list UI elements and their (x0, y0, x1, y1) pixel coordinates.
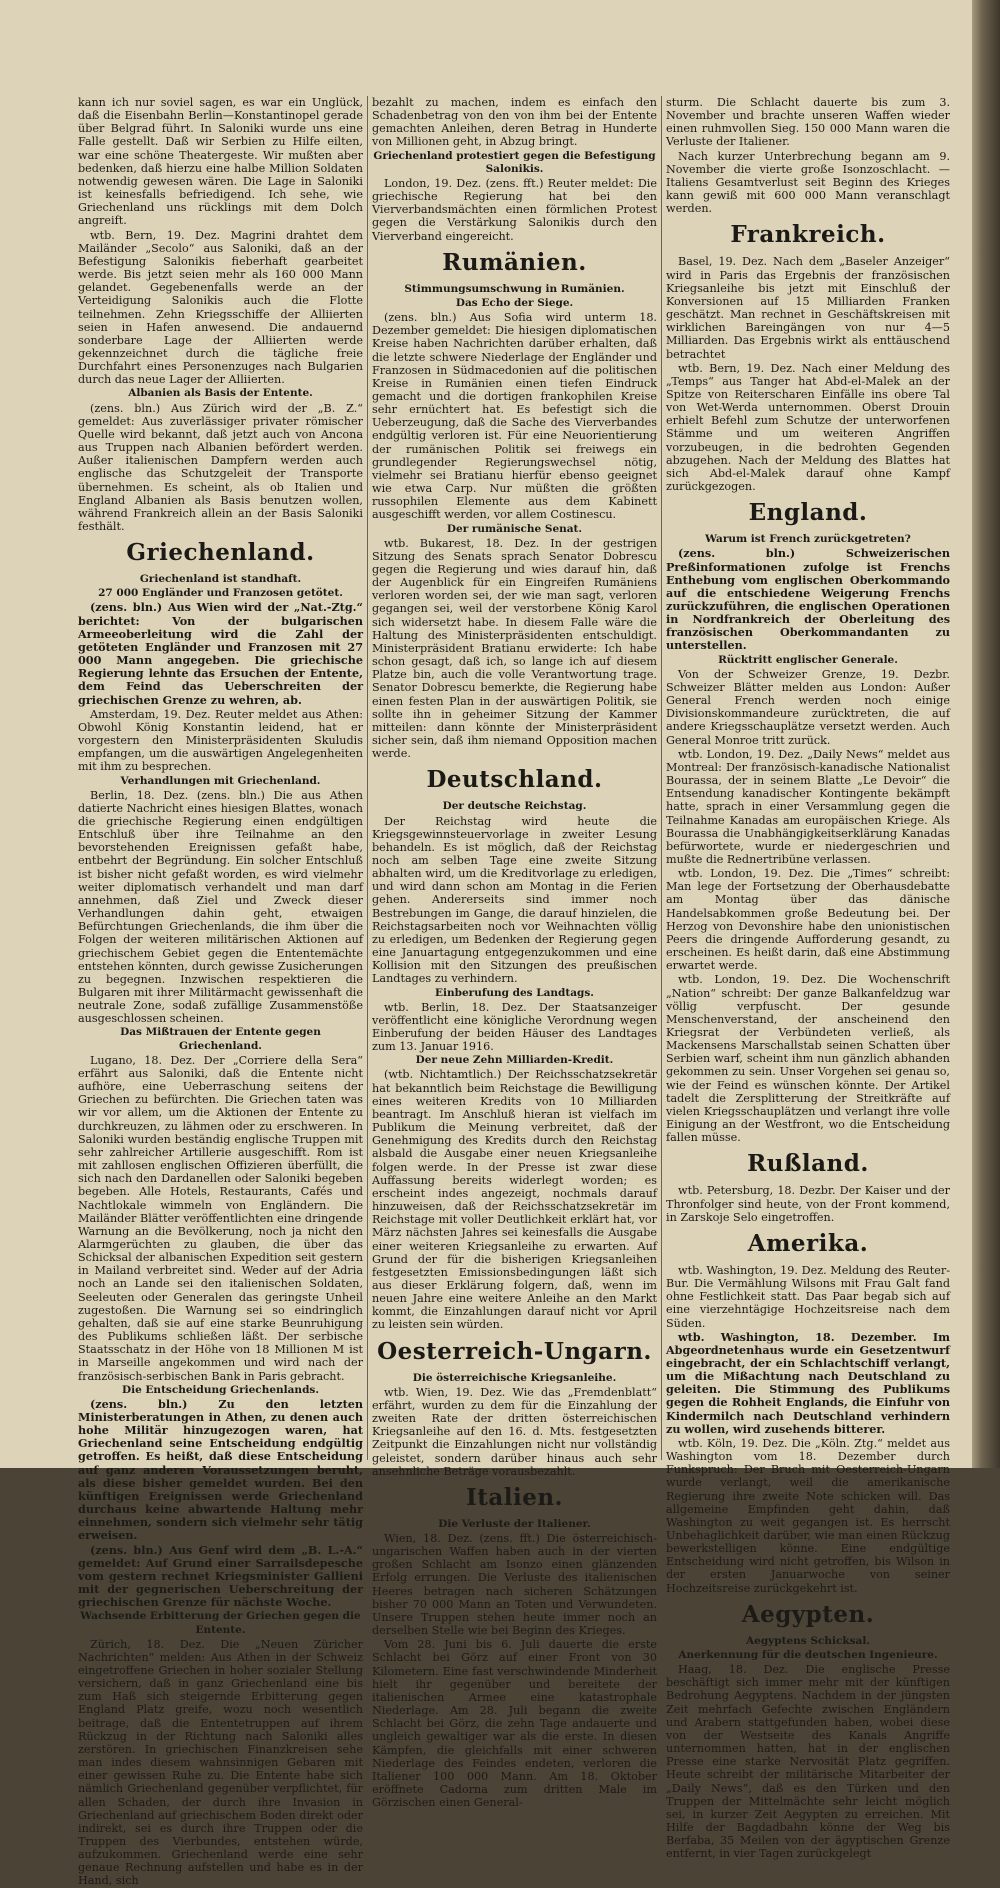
article-subheading: Anerkennung für die deutschen Ingenieure. (678, 1648, 938, 1661)
article-paragraph: Amsterdam, 19. Dez. Reuter meldet aus Athen: Obwohl König Konstantin leidend, hat er vorgestern den Ministerpräsidenten Skuludis empfangen, um die auswärtigen Angelegenheiten mit ihm zu besprechen. (78, 707, 363, 774)
column-rule (367, 96, 368, 1460)
article-paragraph: wtb. Bukarest, 18. Dez. In der gestrigen Sitzung des Senats sprach Senator Dobrescu gegen die Regierung und wies darauf hin, daß der Augenblick für ein Eingreifen Rumäniens verloren worden sei, der wie man sagt, verloren gegangen sei, weil der verstorbene König Karol sich widersetzt habe. In diesem Falle wäre die Haltung des Ministerpräsidenten entschuldigt. Ministerpräsident Bratianu erwiderte: Ich habe schon gesagt, daß ich, so lange ich auf diesem Platze bin, auch die volle Verantwortung trage. Senator Dobrescu bemerkte, die Regierung habe einen festen Plan in der auswärtigen Politik, sie sollte ihn in geheimer Sitzung der Kammer mitteilen: dann könnte der Ministerpräsident sicher sein, daß ihm niemand Opposition machen werde. (372, 536, 657, 761)
article-heading: Griechenland ist standhaft. (139, 573, 302, 586)
article-paragraph: wtb. Bern, 19. Dez. Magrini drahtet dem Mailänder „Secolo“ aus Saloniki, daß an der Befestigung Salonikis fieberhaft gearbeitet werde. Bis jetzt seien mehr als 160 000 Mann gelandet. Gegebenenfalls werde an der Verteidigung Salonikis auch die Flotte teilnehmen. Zehn Kriegsschiffe der Alliierten seien in Hafen anwesend. Die andauernd sonderbare Lage der Alliierten werde gekennzeichnet durch die tägliche freie Durchfahrt eines Personenzuges nach Bulgarien durch das neue Lager der Alliierten. (78, 228, 363, 387)
article-paragraph: Haag, 18. Dez. Die englische Presse beschäftigt sich immer mehr mit der künftigen Bedrohung Aegyptens. Nachdem in der jüngsten Zeit mehrfach Gefechte zwischen Engländern und Arabern stattgefunden haben, wobei diese von der Westseite des Kanals Angriffe unternommen hatten, hat in der englischen Presse eine starke Nervosität Platz gegriffen. Heute schreibt der militärische Mitarbeiter der „Daily News“, daß es den Türken und den Truppen der Mittelmächte sehr leicht möglich sei, in kurzer Zeit Aegypten zu erreichen. Mit Hilfe der Bagdadbahn könne der Weg bis Berfaba, 35 Meilen von der ägyptischen Grenze entfernt, in vier Tagen zurückgelegt (666, 1663, 950, 1861)
column-2 (372, 96, 657, 1810)
article-heading: Die Verluste der Italiener. (438, 1517, 591, 1530)
article-paragraph: Nach kurzer Unterbrechung begann am 9. November die vierte große Isonzoschlacht. — Italiens Gesamtverlust seit Beginn des Krieges kann gewiß mit 600 000 Mann veranschlagt werden. (666, 149, 950, 216)
section-title-griechenland: Griechenland. (126, 539, 315, 567)
article-subheading: Rücktritt englischer Generale. (718, 653, 898, 666)
article-subheading: Das Echo der Siege. (455, 296, 574, 309)
section-title-oesterreich-ungarn: Oesterreich-Ungarn. (377, 1337, 652, 1365)
article-subheading: Wachsende Erbitterung der Griechen gegen die Entente. (80, 1610, 361, 1636)
article-paragraph: Wien, 18. Dez. (zens. fft.) Die österreichisch-ungarischen Waffen haben auch in der vierten großen Schlacht am Isonzo einen glänzenden Erfolg errungen. Die Verluste des italienischen Heeres betragen nach sicheren Schätzungen bisher 70 000 Mann an Toten und Verwundeten. Unsere Truppen stehen heute immer noch an derselben Stelle wie bei Beginn des Krieges. (372, 1532, 657, 1638)
article-paragraph: (zens. bln.) Aus Zürich wird der „B. Z.“ gemeldet: Aus zuverlässiger privater römischer Quelle wird bekannt, daß jetzt auch von Ancona aus Truppen nach Albanien befördert werden. Außer italienischen Dampfern werden auch englische das Schutzgeleit der Transporte übernehmen. Es scheint, als ob Italien und England Albanien als Basis benutzen wollen, während Frankreich allein an der Basis Saloniki festhält. (78, 401, 363, 533)
article-paragraph: wtb. London, 19. Dez. Die „Times“ schreibt: Man lege der Fortsetzung der Oberhausdebatte am Montag über das dänische Handelsabkommen große Bedeutung bei. Der Herzog von Devonshire habe den unionistischen Peers die dringende Aufforderung gesandt, zu erscheinen. Es heißt darin, daß eine Abstimmung erwartet werde. (666, 867, 950, 973)
article-paragraph: wtb. London, 19. Dez. Die Wochenschrift „Nation“ schreibt: Der ganze Balkanfeldzug war völlig verpfuscht. Der gesunde Menschenverstand, der anscheinend den Kriegsrat der Verbündeten verließ, als Mackensens Marschallstab seinen Schatten über Serbien warf, scheint ihm nun gänzlich abhanden gekommen zu sein. Unser Vorgehen sei genau so, wie der Feind es wünschen könnte. Der Artikel tadelt die Zersplitterung der Streitkräfte auf vielen Kriegsschauplätzen und verlangt ihre volle Einigung an der Westfront, wo die Entscheidung fallen müsse. (666, 973, 950, 1145)
article-subheading: Einberufung des Landtags. (435, 986, 594, 999)
article-paragraph: wtb. Köln, 19. Dez. Die „Köln. Ztg.“ meldet aus Washington vom 18. Dezember durch Funkspruch: Der Bruch mit Oesterreich-Ungarn wurde verlangt, weil die amerikanische Regierung ihre zweite Note schicken will. Das allgemeine Empfinden geht dahin, daß Washington zu weit gegangen ist. Es herrscht Unbehaglichkeit darüber, wie man einen Rückzug bewerkstelligen könne. Eine endgültige Entscheidung wird nicht getroffen, bis Wilson in der ersten Januarwoche von seiner Hochzeitsreise zurückgekehrt ist. (666, 1436, 950, 1595)
section-title-frankreich: Frankreich. (730, 221, 886, 249)
section-title-deutschland: Deutschland. (426, 766, 603, 794)
article-paragraph: wtb. London, 19. Dez. „Daily News“ meldet aus Montreal: Der französisch-kanadische Nationalist Bourassa, der in seinem Blatte „Le Devoir“ die Entsendung kanadischer Kontingente bekämpft hatte, sprach in einer Versammlung gegen die Teilnahme Kanadas am europäischen Kriege. Als Bourassa die Unabhängigkeitserklärung Kanadas befürwortete, wurde er niedergeschrien und mußte die Rednertribüne verlassen. (666, 747, 950, 866)
section-title-italien: Italien. (465, 1483, 564, 1511)
article-subheading: Der rumänische Senat. (446, 522, 583, 535)
article-subheading: Griechenland protestiert gegen die Befestigung Salonikis. (373, 149, 656, 175)
column-3 (666, 96, 950, 1861)
article-heading: Stimmungsumschwung in Rumänien. (404, 282, 625, 295)
article-heading: Die österreichische Kriegsanleihe. (412, 1371, 617, 1384)
article-paragraph: Vom 28. Juni bis 6. Juli dauerte die erste Schlacht bei Görz auf einer Front von 30 Kilometern. Eine fast verschwindende Minderheit hielt ihr gegenüber und bereitete der italienischen Armee eine katastrophale Niederlage. Am 28. Juli begann die zweite Schlacht bei Görz, die zehn Tage andauerte und ungleich gewaltiger war als die erste. In diesen Kämpfen, die gleichfalls mit einer schweren Niederlage des Feindes endeten, verloren die Italiener 100 000 Mann. Am 18. Oktober eröffnete Cadorna zum dritten Male im Görzischen einen General- (372, 1638, 657, 1810)
article-heading: Warum ist French zurückgetreten? (705, 533, 911, 546)
column-1 (78, 96, 363, 1888)
section-title-england: England. (748, 499, 868, 527)
article-paragraph: Lugano, 18. Dez. Der „Corriere della Sera“ erfährt aus Saloniki, daß die Entente nicht aufhöre, eine Ueberraschung seitens der Griechen zu befürchten. Die Griechen taten was wir vor allem, um die Aktionen der Entente zu durchkreuzen, zu lähmen oder zu erschweren. In Saloniki wurden beständig englische Truppen mit sehr zahlreicher Artillerie ausgeschifft. Rom ist mit zahllosen englischen Offizieren überfüllt, die sich nach den Dardanellen oder Saloniki begeben begeben. Alle Hotels, Restaurants, Cafés und Nachtlokale wimmeln von Engländern. Die Mailänder Blätter veröffentlichten eine dringende Warnung an die Bevölkerung, noch ja nicht den Alarmgerüchten zu glauben, die über das Schicksal der albanischen Expedition seit gestern in Mailand verbreitet sind. Weder auf der Adria noch an Lande sei den italienischen Soldaten, Seeleuten oder Generalen das geringste Unheil zugestoßen. Die Warnung sei so eindringlich gehalten, daß sie auf eine starke Beunruhigung des Publikums schließen läßt. Der serbische Staatsschatz in der Höhe von 18 Millionen M ist in Marseille angekommen und wird nach der französisch-serbischen Bank in Paris gebracht. (78, 1053, 363, 1383)
section-title-russland: Rußland. (747, 1150, 869, 1178)
section-title-aegypten: Aegypten. (741, 1600, 875, 1628)
article-paragraph: (zens. bln.) Aus Wien wird der „Nat.-Ztg.“ berichtet: Von der bulgarischen Armeeoberleitung wird die Zahl der getöteten Engländer und Franzosen mit 27 000 Mann angegeben. Die griechische Regierung lehnte das Ersuchen der Entente, dem Feind das Ueberschreiten der griechischen Grenze zu wehren, ab. (78, 600, 363, 707)
article-paragraph: kann ich nur soviel sagen, es war ein Unglück, daß die Eisenbahn Berlin—Konstantinopel gerade über Belgrad führt. In Saloniki wurde uns eine Falle gestellt. Daß wir Serbien zu Hilfe eilten, war eine schöne Theatergeste. Wir mußten aber bedenken, daß hierzu eine halbe Million Soldaten notwendig gewesen wären. Die Lage in Saloniki ist keinesfalls befriedigend. Ich sehe, wie Griechenland uns rücklings mit dem Dolch angreift. (78, 96, 363, 228)
article-paragraph: wtb. Washington, 18. Dezember. Im Abgeordnetenhaus wurde ein Gesetzentwurf eingebracht, der ein Schlachtschiff verlangt, um die Mißachtung nach Deutschland zu geleiten. Die Stimmung des Publikums gegen die Rohheit Englands, die Einfuhr von Kindermilch nach Deutschland verhindern zu wollen, wird zusehends bitterer. (666, 1329, 950, 1436)
article-paragraph: wtb. Bern, 19. Dez. Nach einer Meldung des „Temps“ aus Tanger hat Abd-el-Malek an der Spitze von Reiterscharen Einfälle ins obere Tal von Wet-Werda unternommen. Oberst Drouin erhielt Befehl zum Schutze der unterworfenen Stämme und um weiteren Angriffen vorzubeugen, in die bedrohten Gegenden abzugehen. Nach der Meldung des Blattes hat sich Abd-el-Malek darauf ohne Kampf zurückgezogen. (666, 361, 950, 494)
article-paragraph: Zürich, 18. Dez. Die „Neuen Züricher Nachrichten“ melden: Aus Athen in der Schweiz eingetroffene Griechen in hoher sozialer Stellung versichern, daß in ganz Griechenland eine bis zum Haß sich steigernde Erbitterung gegen England Platz greife, wozu noch wesentlich beitrage, daß die Ententetruppen auf ihrem Rückzug in der Richtung nach Saloniki alles zerstören. In griechischen Finanzkreisen sehe man indes diesem wahnsinnigen Gebaren mit einer gewissen Ruhe zu. Die Entente habe sich nämlich Griechenland gegenüber verpflichtet, für allen Schaden, der durch ihre Invasion in Griechenland auf griechischem Boden direkt oder indirekt, sei es durch ihre Truppen oder die Truppen des Vierbundes, entstehen würde, aufzukommen. Griechenland werde eine sehr genaue Rechnung aufstellen und habe es in der Hand, sich (78, 1637, 363, 1888)
article-paragraph: London, 19. Dez. (zens. fft.) Reuter meldet: Die griechische Regierung hat bei den Vierverbandsmächten einen förmlichen Protest gegen die Verstärkung Salonikis durch den Vierverband eingereicht. (372, 176, 657, 243)
book-binding-edge (972, 0, 1000, 1468)
article-paragraph: Basel, 19. Dez. Nach dem „Baseler Anzeiger“ wird in Paris das Ergebnis der französischen Kriegsanleihe bis jetzt mit Einschluß der Konversionen auf 15 Milliarden Franken geschätzt. Man rechnet in Geschäftskreisen mit wirklichen Bareingängen von nur 4—5 Milliarden. Das Ergebnis wirkt als enttäuschend betrachtet (666, 255, 950, 361)
article-heading: Der deutsche Reichstag. (442, 800, 587, 813)
column-rule (661, 96, 662, 1460)
article-subheading: Das Mißtrauen der Entente gegen Griechenland. (120, 1026, 321, 1052)
article-paragraph: bezahlt zu machen, indem es einfach den Schadenbetrag von den von ihm bei der Entente gemachten Anleihen, deren Betrag in Hunderte von Millionen geht, in Abzug bringt. (372, 96, 657, 149)
article-paragraph: Der Reichstag wird heute die Kriegsgewinnsteuervorlage in zweiter Lesung behandeln. Es ist möglich, daß der Reichstag noch am selben Tage eine zweite Sitzung abhalten wird, um die Kreditvorlage zu erledigen, und wird dann schon am Montag in die Ferien gehen. Andererseits sind immer noch Bestrebungen im Gange, die darauf hinzielen, die Reichstagsarbeiten noch vor Weihnachten völlig zu erledigen, um Bedenken der Regierung gegen eine Januartagung entgegenzukommen und eine Kollision mit den Sitzungen des preußischen Landtages zu verhindern. (372, 814, 657, 986)
article-paragraph: (zens. bln.) Zu den letzten Ministerberatungen in Athen, zu denen auch hohe Militär hinzugezogen waren, hat Griechenland seine Entscheidung endgültig getroffen. Es heißt, daß diese Entscheidung auf ganz anderen Voraussetzungen beruht, als diese bisher gemeldet wurden. Bei den künftigen Ereignissen werde Griechenland durchaus keine abwartende Haltung mehr einnehmen, sondern sich vielmehr sehr tätig erweisen. (78, 1396, 363, 1543)
article-paragraph: Berlin, 18. Dez. (zens. bln.) Die aus Athen datierte Nachricht eines hiesigen Blattes, wonach die griechische Regierung einen endgültigen Entschluß über ihre Teilnahme an den bevorstehenden Ereignissen gefaßt habe, entbehrt der Begründung. Ein solcher Entschluß ist bisher nicht gefaßt worden, es wird vielmehr weiter diplomatisch verhandelt und man darf annehmen, daß Ziel und Zweck dieser Verhandlungen dahin geht, etwaigen Befürchtungen Griechenlands, die ihm über die Folgen der weiteren militärischen Aktionen auf griechischem Gebiet gegen die Ententemächte entstehen könnten, durch gewisse Zusicherungen zu begegnen. Inzwischen respektieren die Bulgaren mit ihrer Militärmacht gewissenhaft die neutrale Zone, sodaß zufällige Zusammenstöße ausgeschlossen scheinen. (78, 788, 363, 1026)
article-paragraph: wtb. Wien, 19. Dez. Wie das „Fremdenblatt“ erfährt, wurden zu dem für die Einzahlung der zweiten Rate der dritten österreichischen Kriegsanleihe auf den 16. d. Mts. festgesetzten Zeitpunkt die Einzahlungen nicht nur vollständig geleistet, sondern darüber hinaus auch sehr ansehnliche Beträge vorausbezahlt. (372, 1385, 657, 1478)
article-paragraph: (zens. bln.) Schweizerischen Preßinformationen zufolge ist Frenchs Enthebung vom englischen Oberkommando auf die entschiedene Weigerung Frenchs zurückzuführen, die englischen Operationen in Nordfrankreich der Oberleitung des französischen Oberkommandanten zu unterstellen. (666, 546, 950, 653)
article-paragraph: (wtb. Nichtamtlich.) Der Reichsschatzsekretär hat bekanntlich beim Reichstage die Bewilligung eines weiteren Kredits von 10 Milliarden beantragt. Im Anschluß hieran ist vielfach im Publikum die Meinung verbreitet, daß der Genehmigung des Kredits durch den Reichstag alsbald die Ausgabe einer neuen Kriegsanleihe folgen werde. In der Presse ist zwar diese Auffassung bereits widerlegt worden; es erscheint indes angezeigt, nochmals darauf hinzuweisen, daß der Reichsschatzsekretär im Reichstage mit voller Deutlichkeit erklärt hat, vor März nächsten Jahres sei keinesfalls die Ausgabe einer weiteren Kriegsanleihe zu erwarten. Auf Grund der für die bisherigen Kriegsanleihen festgesetzten Emissionsbedingungen läßt sich aus dieser Erklärung folgern, daß, wenn im neuen Jahre eine weitere Anleihe an den Markt kommt, die Einzahlungen darauf nicht vor April zu leisten sein würden. (372, 1068, 657, 1332)
article-paragraph: wtb. Petersburg, 18. Dezbr. Der Kaiser und der Thronfolger sind heute, von der Front kommend, in Zarskoje Selo eingetroffen. (666, 1184, 950, 1224)
article-paragraph: wtb. Berlin, 18. Dez. Der Staatsanzeiger veröffentlicht eine königliche Verordnung wegen Einberufung der beiden Häuser des Landtages zum 13. Januar 1916. (372, 1000, 657, 1054)
article-paragraph: (zens. bln.) Aus Genf wird dem „B. L.-A.“ gemeldet: Auf Grund einer Sarrailsdepesche vom gestern rechnet Kriegsminister Gallieni mit der gegnerischen Ueberschreitung der griechischen Grenze für nächste Woche. (78, 1542, 363, 1610)
article-paragraph: wtb. Washington, 19. Dez. Meldung des Reuter-Bur. Die Vermählung Wilsons mit Frau Galt fand ohne Festlichkeit statt. Das Paar begab sich auf eine vierzehntägige Hochzeitsreise nach dem Süden. (666, 1263, 950, 1330)
section-title-rumaenien: Rumänien. (442, 248, 587, 276)
article-subheading: Die Entscheidung Griechenlands. (122, 1383, 319, 1396)
article-subheading: Verhandlungen mit Griechenland. (120, 774, 321, 787)
article-paragraph: Von der Schweizer Grenze, 19. Dezbr. Schweizer Blätter melden aus London: Außer General French werden noch einige Divisionskommandeure zurücktreten, die auf andere Kriegsschauplätze versetzt werden. Auch General Monroe tritt zurück. (666, 667, 950, 747)
article-subheading: Der neue Zehn Milliarden-Kredit. (415, 1054, 614, 1067)
article-heading: Aegyptens Schicksal. (746, 1634, 870, 1647)
article-subheading: Albanien als Basis der Entente. (128, 387, 313, 400)
article-paragraph: (zens. bln.) Aus Sofia wird unterm 18. Dezember gemeldet: Die hiesigen diplomatischen Kreise haben Nachrichten darüber erhalten, daß die letzte schwere Niederlage der Engländer und Franzosen in Südmacedonien auf die politischen Kreise in Rumänien einen tiefen Eindruck gemacht und die dortigen frankophilen Kreise sehr ernüchtert hat. Es befestigt sich die Ueberzeugung, daß die Sache des Vierverbandes endgültig verloren ist. Für eine Neuorientierung der rumänischen Politik sei freiwegs ein grundlegender Regierungswechsel nötig, vielmehr sei Bratianu hierfür ebenso geeignet wie etwa Carp. Nur müßten die größten russophilen Elemente aus dem Kabinett ausgeschifft werden, vor allem Costinescu. (372, 311, 657, 522)
article-subheading: 27 000 Engländer und Franzosen getötet. (98, 587, 343, 600)
article-paragraph: sturm. Die Schlacht dauerte bis zum 3. November und brachte unseren Waffen wieder einen ruhmvollen Sieg. 150 000 Mann waren die Verluste der Italiener. (666, 96, 950, 149)
section-title-amerika: Amerika. (747, 1229, 869, 1257)
